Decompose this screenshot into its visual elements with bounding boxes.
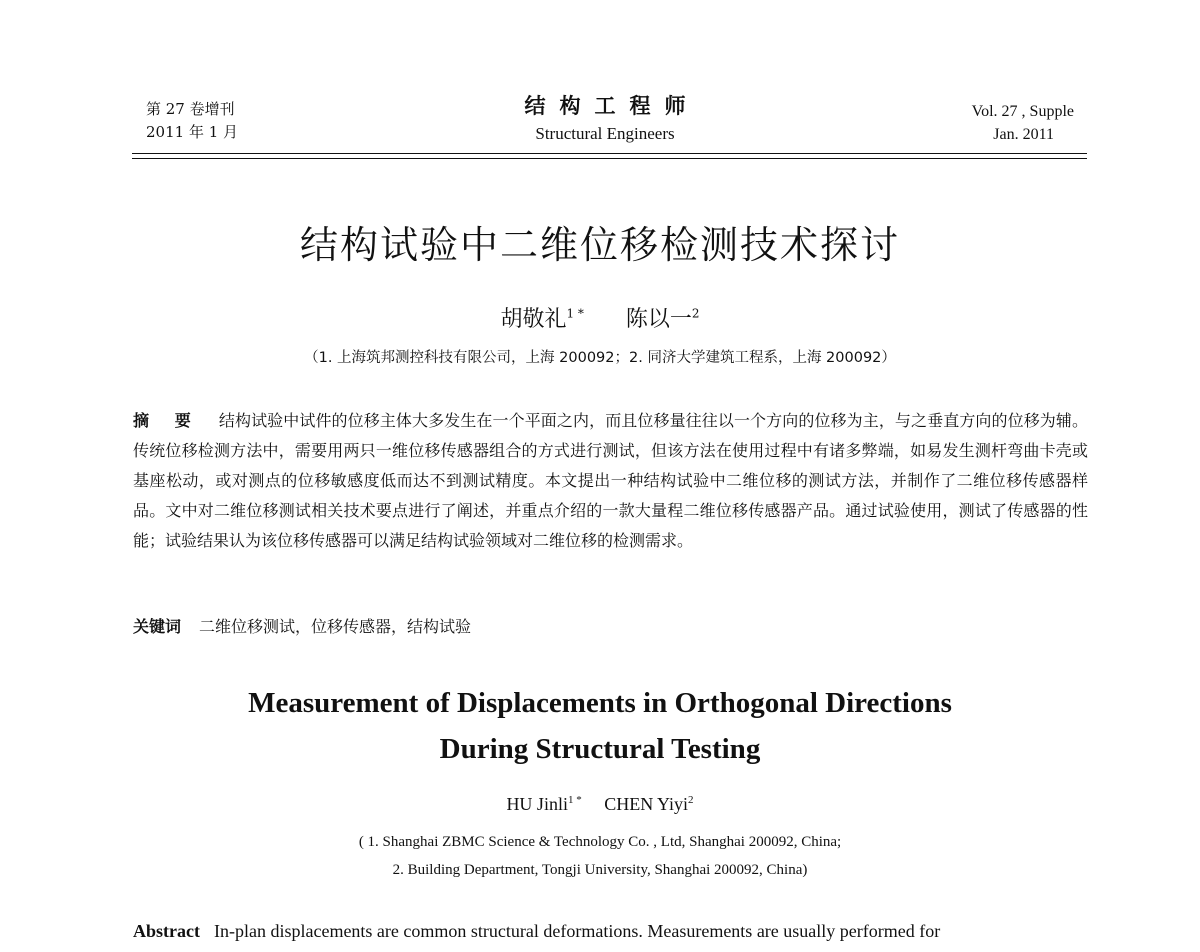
journal-volume-block <box>972 100 1074 146</box>
volume-en: Vol. 27 , Supple <box>971 103 1074 120</box>
author2-cn: 陈以一 <box>625 307 692 332</box>
author1-en-mark: 1 * <box>567 794 582 806</box>
title-en-line1: Measurement of Displacements in Orthogonal Directions <box>248 687 952 719</box>
abstract-cn <box>133 406 1088 556</box>
abstract-en <box>133 921 1093 942</box>
journal-name-cn: 结构工程师 <box>524 94 700 118</box>
abstract-cn-text: 结构试验中试件的位移主体大多发生在一个平面之内，而且位移量往往以一个方向的位移为主，与之垂直方向的位移为辅。传统位移检测方法中，需要用两只一维位移传感器组合的方式进行测试，但该方法在使用过程中有诸多弊端，如易发生测杆弯曲卡壳或基座松动，或对测点的位移敏感度低而达不到测试精度。本文提出一种结构试验中二维位移的测试方法，并制作了二维位移传感器样品。文中对二维位移测试相关技术要点进行了阐述，并重点介绍的一款大量程二维位移传感器产品。通过试验使用，测试了传感器的性能；试验结果认为该位移传感器可以满足结构试验领域对二维位移的检测需求。 <box>133 411 1088 550</box>
journal-issue-block <box>146 98 238 144</box>
affiliation-en-line1: ( 1. Shanghai ZBMC Science & Technology Co. , Ltd, Shanghai 200092, China; <box>358 834 842 850</box>
header-rule-thin <box>132 158 1087 159</box>
affiliation-en-line2: 2. Building Department, Tongji University, Shanghai 200092, China) <box>392 862 808 878</box>
date-en: Jan. 2011 <box>993 126 1054 143</box>
abstract-en-label: Abstract <box>133 921 200 941</box>
author2-en: CHEN Yiyi <box>604 794 689 814</box>
authors-cn <box>0 302 1200 333</box>
author1-cn: 胡敬礼 <box>500 307 567 332</box>
journal-name-block <box>450 90 760 144</box>
author2-cn-mark: 2 <box>691 306 700 321</box>
keywords-cn-label: 关键词 <box>133 617 182 636</box>
issue-cn: 第 27 卷增刊 <box>146 100 235 118</box>
affiliation-cn: （1. 上海筑邦测控科技有限公司，上海 200092；2. 同济大学建筑工程系，上海 200092） <box>304 350 896 366</box>
date-cn: 2011 年 1 月 <box>146 123 239 141</box>
affiliation-en <box>0 828 1200 884</box>
journal-name-en: Structural Engineers <box>535 124 675 143</box>
paper-title-en <box>0 680 1200 772</box>
keywords-cn <box>133 612 1088 642</box>
keywords-cn-text: 二维位移测试，位移传感器，结构试验 <box>199 617 472 636</box>
abstract-cn-label: 摘 要 <box>133 411 201 430</box>
paper-title-cn: 结构试验中二维位移检测技术探讨 <box>299 223 900 267</box>
authors-en <box>0 794 1200 815</box>
author1-cn-mark: 1 * <box>566 306 584 321</box>
author1-en: HU Jinli <box>506 794 568 814</box>
author2-en-mark: 2 <box>688 794 694 806</box>
title-en-line2: During Structural Testing <box>439 733 761 765</box>
abstract-en-text: In-plan displacements are common structural deformations. Measurements are usually performed for <box>213 921 941 941</box>
header-rule-thick <box>132 153 1087 154</box>
